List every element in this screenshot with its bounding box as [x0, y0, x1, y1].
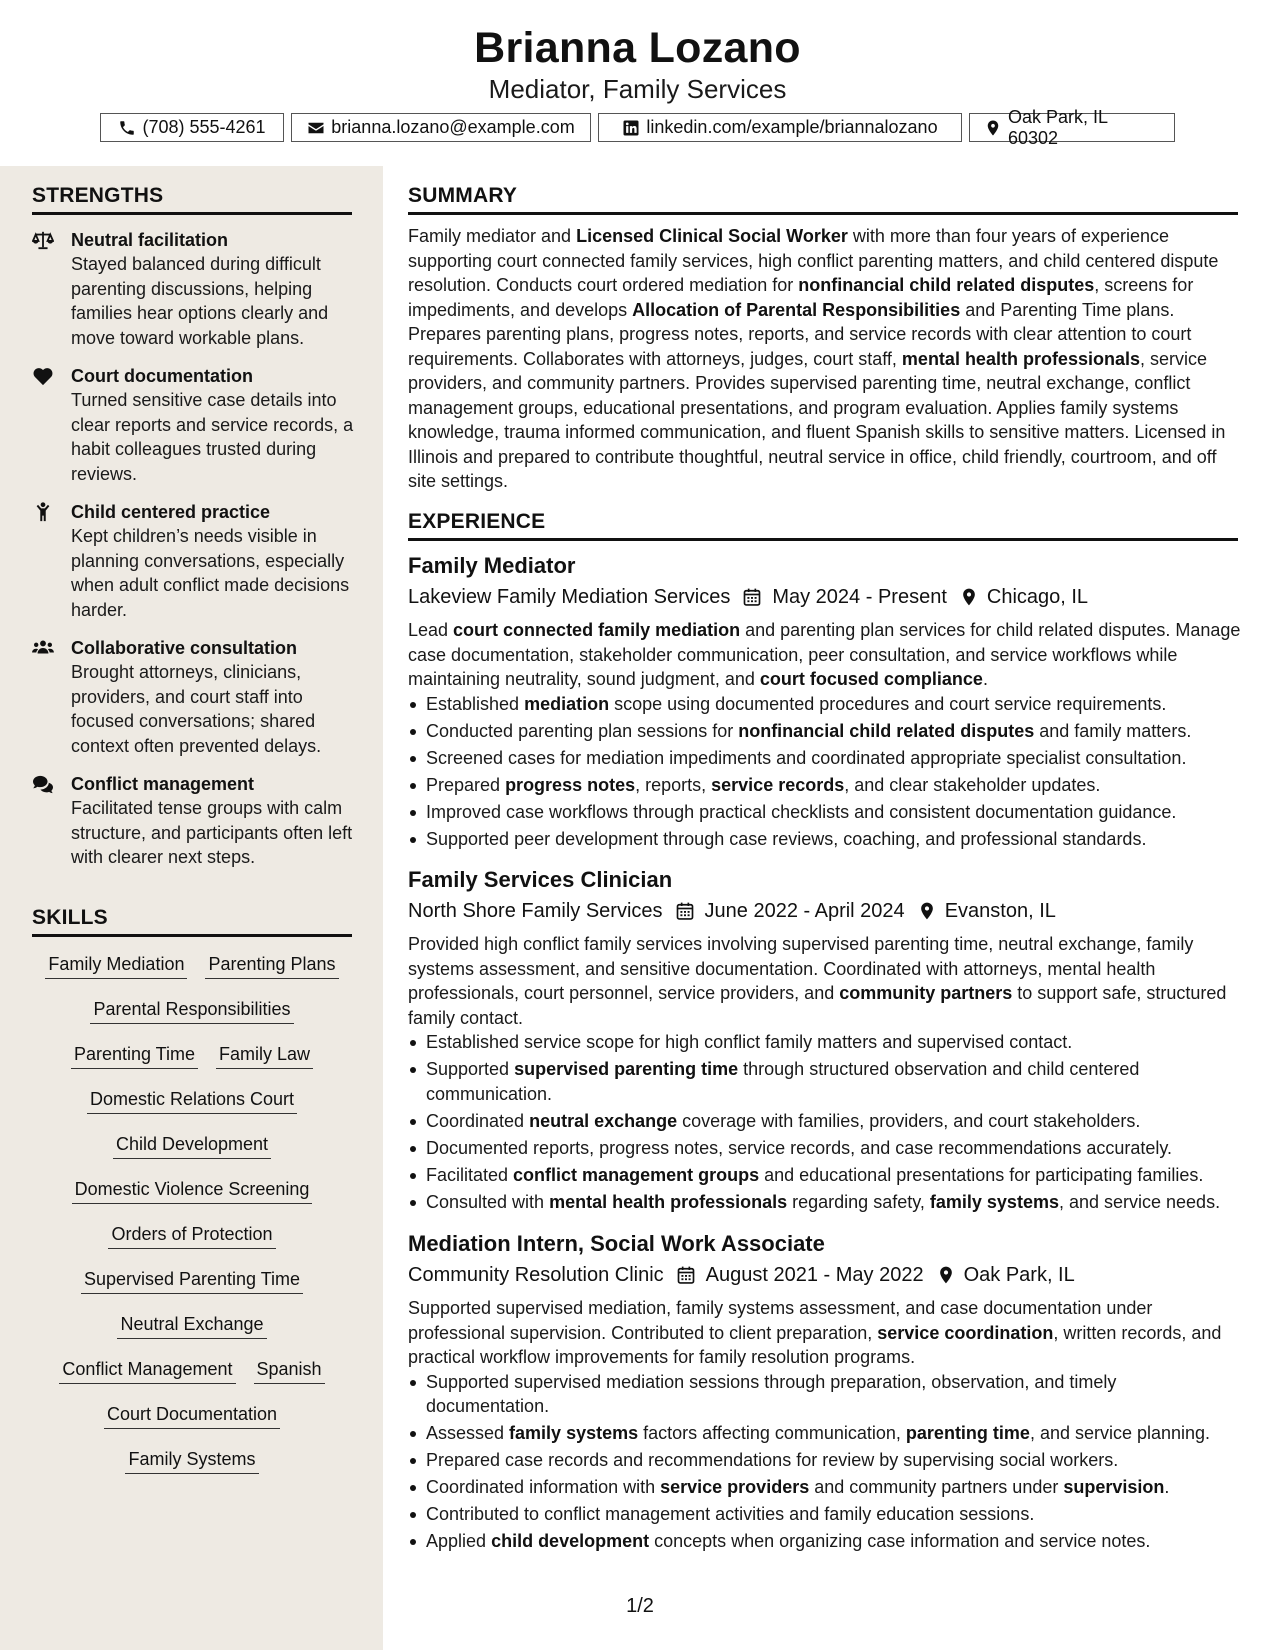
text-run: Supported supervised mediation, family systems assessment, and case documentation under professional supervision. Contributed to client preparation, [408, 1298, 1153, 1343]
bullet-item [408, 1370, 1243, 1419]
main-content [383, 166, 1275, 1650]
bullet-item [408, 1163, 1243, 1188]
emphasis-text: family systems [929, 1191, 1059, 1212]
skill-tag: Domestic Violence Screening [72, 1177, 313, 1204]
emphasis-text: supervision [1063, 1477, 1165, 1497]
text-run: Lead [408, 620, 454, 640]
phone-icon [118, 119, 136, 137]
text-run: , and service needs. [1058, 1191, 1221, 1212]
text-run: Coordinated information with [426, 1477, 661, 1497]
job-summary [408, 1296, 1243, 1370]
strength-desc: Facilitated tense groups with calm structure, and participants often left with clearer next steps. [71, 798, 353, 867]
job-entry [408, 1230, 1243, 1556]
skill-row [32, 1402, 352, 1447]
skill-row [32, 1132, 352, 1177]
text-run: Coordinated [426, 1110, 530, 1131]
job-bullets [408, 1030, 1243, 1214]
email-text: brianna.lozano@example.com [331, 117, 575, 137]
emphasis-text: conflict management groups [513, 1164, 760, 1185]
text-run: Established [426, 693, 525, 714]
text-run: and family matters. [1034, 720, 1192, 741]
linkedin-text: linkedin.com/example/briannalozano [646, 117, 938, 137]
strengths-heading: STRENGTHS [32, 184, 352, 215]
job-summary [408, 932, 1243, 1030]
emphasis-text: nonfinancial child related disputes [798, 275, 1095, 295]
skill-tag: Family Law [216, 1042, 313, 1069]
skill-tag: Spanish [254, 1357, 325, 1384]
skill-row [32, 1177, 352, 1222]
emphasis-text: court connected family mediation [453, 620, 741, 640]
skill-tag: Parenting Plans [205, 952, 338, 979]
skill-row [32, 1357, 352, 1402]
text-run: Facilitated [426, 1164, 514, 1185]
candidate-title: Mediator, Family Services [488, 74, 787, 104]
child-icon [32, 502, 54, 522]
emphasis-text: family systems [509, 1423, 639, 1443]
page-number: 1/2 [626, 1595, 654, 1617]
text-run: Contributed to conflict management activities and family education sessions. [426, 1504, 1035, 1524]
bullet-item [408, 1030, 1243, 1055]
map-pin-icon [924, 1265, 964, 1285]
text-run: , and service planning. [1029, 1423, 1211, 1443]
emphasis-text: progress notes [505, 774, 636, 795]
job-entry [408, 866, 1243, 1217]
bullet-item [408, 1421, 1243, 1446]
strength-item [32, 364, 362, 486]
text-run: Consulted with [426, 1191, 550, 1212]
text-run: Documented reports, progress notes, service records, and case recommendations accurately. [426, 1137, 1173, 1158]
bullet-item [408, 746, 1243, 771]
emphasis-text: service coordination [877, 1322, 1054, 1343]
text-run: and educational presentations for participating families. [759, 1164, 1204, 1185]
bullet-item [408, 719, 1243, 744]
bullet-item [408, 1529, 1243, 1554]
job-summary [408, 618, 1243, 692]
strength-title: Collaborative consultation [71, 638, 298, 658]
strength-title: Court documentation [71, 366, 253, 386]
envelope-icon [307, 119, 325, 137]
text-run: Established service scope for high conflict family matters and supervised contact. [426, 1032, 1073, 1052]
job-meta [408, 583, 1243, 611]
skill-tag: Conflict Management [59, 1357, 235, 1384]
bullet-item [408, 1190, 1243, 1215]
bullet-item [408, 773, 1243, 798]
emphasis-text: mental health professionals [901, 348, 1140, 369]
text-run: , reports, [635, 774, 712, 795]
job-dates: May 2024 - Present [772, 586, 947, 608]
heart-icon [32, 366, 54, 386]
text-run: Supported peer development through case reviews, coaching, and professional standards. [426, 828, 1147, 849]
contact-phone[interactable] [100, 113, 284, 142]
resume-header [0, 0, 1275, 166]
text-run: Assessed [426, 1423, 510, 1443]
job-dates: August 2021 - May 2022 [705, 1264, 924, 1286]
emphasis-text: court focused compliance [759, 669, 983, 689]
bullet-item [408, 1448, 1243, 1473]
strength-title: Neutral facilitation [71, 230, 229, 250]
contact-location [969, 106, 1175, 148]
calendar-icon [664, 1265, 706, 1285]
skills-heading: SKILLS [32, 906, 352, 937]
text-run: and Parenting Time plans. Prepares parenting plans, progress notes, reports, and service records with clear attention to court requirements. Collaborates with attorneys, judges, court staff, [408, 299, 1192, 369]
job-location: Oak Park, IL [963, 1264, 1075, 1286]
text-run: Screened cases for mediation impediments and coordinated appropriate specialist consultation. [426, 747, 1187, 768]
text-run: and parenting plan services for child related disputes. Manage case documentation, stakeholder communication, peer consultation, and service workflows while maintaining neutrality, sound judgment, and [408, 620, 1241, 689]
job-title: Family Mediator [408, 553, 576, 578]
strength-item [32, 500, 362, 622]
text-run: Applied [426, 1531, 492, 1551]
skill-row [32, 1447, 352, 1492]
bullet-item [408, 1136, 1243, 1161]
emphasis-text: parenting time [905, 1423, 1030, 1443]
strengths-list [32, 228, 362, 884]
skill-tag: Domestic Relations Court [87, 1087, 297, 1114]
job-dates: June 2022 - April 2024 [704, 900, 905, 922]
company-name: Community Resolution Clinic [408, 1264, 664, 1286]
skill-tag: Family Systems [125, 1447, 258, 1474]
text-run: Conducted parenting plan sessions for [426, 720, 739, 741]
emphasis-text: Licensed Clinical Social Worker [576, 226, 848, 246]
text-run: Family mediator and [408, 226, 577, 246]
map-pin-icon [947, 587, 987, 607]
strength-title: Conflict management [71, 774, 255, 794]
skill-row [32, 1222, 352, 1267]
summary-heading: SUMMARY [408, 184, 1238, 215]
location-text: Oak Park, IL 60302 [1008, 106, 1108, 148]
skill-row [32, 1042, 352, 1087]
emphasis-text: nonfinancial child related disputes [738, 720, 1035, 741]
emphasis-text: Allocation of Parental Responsibilities [632, 299, 961, 320]
job-meta [408, 897, 1243, 925]
bullet-item [408, 1057, 1243, 1106]
job-entry [408, 552, 1243, 854]
text-run: , and clear stakeholder updates. [844, 774, 1101, 795]
skill-row [32, 1312, 352, 1357]
bullet-item [408, 1109, 1243, 1134]
summary-text [408, 224, 1238, 494]
calendar-icon [730, 587, 772, 607]
text-run: Prepared [426, 774, 506, 795]
strength-item [32, 772, 362, 870]
strength-desc: Kept children’s needs visible in planning conversations, especially when adult conflict made decisions harder. [71, 526, 350, 620]
job-bullets [408, 692, 1243, 852]
skill-row [32, 952, 352, 997]
text-run: Improved case workflows through practical checklists and consistent documentation guidance. [426, 801, 1177, 822]
candidate-name: Brianna Lozano [474, 24, 801, 72]
text-run: factors affecting communication, [638, 1423, 906, 1443]
users-icon [32, 638, 54, 658]
skill-tag: Supervised Parenting Time [81, 1267, 303, 1294]
emphasis-text: neutral exchange [529, 1110, 678, 1131]
job-location: Evanston, IL [944, 900, 1056, 922]
text-run: Supported supervised mediation sessions through preparation, observation, and timely documentation. [426, 1371, 1117, 1416]
strength-title: Child centered practice [71, 502, 271, 522]
emphasis-text: child development [491, 1531, 650, 1551]
text-run: through structured observation and child centered communication. [426, 1059, 1140, 1104]
skill-row [32, 1087, 352, 1132]
job-title: Mediation Intern, Social Work Associate [408, 1231, 825, 1256]
skill-tag: Family Mediation [45, 952, 187, 979]
text-run: with more than four years of experience supporting court connected family services, high conflict parenting matters, and child centered dispute resolution. Conducts court ordered mediation for [408, 226, 1219, 295]
phone-text: (708) 555-4261 [142, 117, 266, 137]
strength-item [32, 228, 362, 350]
company-name: North Shore Family Services [408, 900, 663, 922]
text-run: , screens for impediments, and develops [408, 275, 1194, 320]
emphasis-text: mental health professionals [549, 1191, 788, 1212]
strength-desc: Turned sensitive case details into clear reports and service records, a habit colleagues trusted during reviews. [71, 390, 354, 484]
job-bullets [408, 1370, 1243, 1554]
text-run: and community partners under [809, 1477, 1064, 1497]
bullet-item [408, 692, 1243, 717]
contact-row [0, 106, 1275, 148]
text-run: . [1164, 1477, 1170, 1497]
skill-tag: Parental Responsibilities [90, 997, 293, 1024]
bullet-item [408, 1502, 1243, 1527]
text-run: Supported [426, 1059, 515, 1079]
company-name: Lakeview Family Mediation Services [408, 586, 731, 608]
text-run: coverage with families, providers, and court stakeholders. [677, 1110, 1141, 1131]
job-title: Family Services Clinician [408, 867, 673, 892]
skill-tag: Neutral Exchange [117, 1312, 266, 1339]
text-run: , service providers, and community partners. Provides supervised parenting time, neutral exchange, conflict management groups, educational presentations, and program evaluation. Applies family systems knowledge, trauma informed communication, and fluent Spanish skills to sensitive matters. Licensed in Illinois and prepared to contribute thoughtful, neutral service in office, child friendly, courtroom, and off site settings. [408, 348, 1226, 491]
contact-email[interactable] [291, 113, 591, 142]
experience-heading: EXPERIENCE [408, 510, 1238, 541]
strength-desc: Stayed balanced during difficult parenting discussions, helping families hear options clearly and move toward workable plans. [71, 254, 329, 348]
emphasis-text: service records [711, 774, 845, 795]
linkedin-icon [622, 119, 640, 137]
scale-icon [32, 230, 54, 250]
calendar-icon [663, 901, 705, 921]
text-run: Prepared case records and recommendations for review by supervising social workers. [426, 1450, 1119, 1470]
skill-tag: Parenting Time [71, 1042, 198, 1069]
text-run: . [982, 669, 988, 689]
emphasis-text: service providers [660, 1477, 810, 1497]
text-run: Provided high conflict family services involving supervised parenting time, neutral exchange, family systems assessment, and sensitive documentation. Coordinated with attorneys, mental health professionals, court personnel, service providers, and [408, 934, 1194, 1003]
emphasis-text: community partners [839, 983, 1013, 1003]
emphasis-text: mediation [524, 693, 610, 714]
skill-row [32, 997, 352, 1042]
text-run: , written records, and practical workflow improvements for family resolution programs. [408, 1322, 1222, 1367]
skills-list [32, 952, 352, 1492]
sidebar [0, 166, 383, 1650]
strength-item [32, 636, 362, 758]
bullet-item [408, 827, 1243, 852]
job-location: Chicago, IL [986, 586, 1089, 608]
map-pin-icon [905, 901, 945, 921]
text-run: concepts when organizing case information and service notes. [649, 1531, 1151, 1551]
skill-tag: Orders of Protection [108, 1222, 275, 1249]
bullet-item [408, 1475, 1243, 1500]
skill-row [32, 1267, 352, 1312]
bullet-item [408, 800, 1243, 825]
strength-desc: Brought attorneys, clinicians, providers, and court staff into focused conversations; shared context often prevented delays. [71, 662, 322, 756]
text-run: to support safe, structured family contact. [408, 983, 1227, 1028]
text-run: scope using documented procedures and court service requirements. [609, 693, 1167, 714]
emphasis-text: supervised parenting time [514, 1059, 739, 1079]
contact-linkedin[interactable] [598, 113, 962, 142]
text-run: regarding safety, [787, 1191, 930, 1212]
comments-icon [32, 774, 54, 794]
job-meta [408, 1261, 1243, 1289]
skill-tag: Child Development [113, 1132, 271, 1159]
skill-tag: Court Documentation [104, 1402, 280, 1429]
map-pin-icon [984, 119, 1002, 137]
